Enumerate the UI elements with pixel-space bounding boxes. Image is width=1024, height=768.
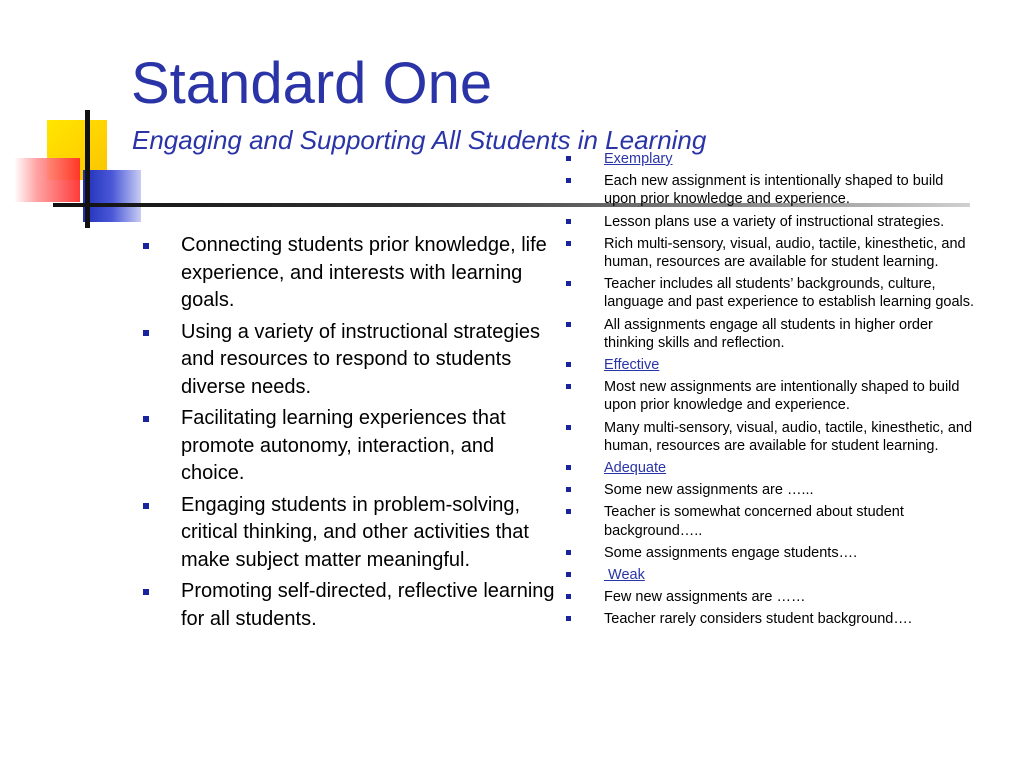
square-bullet-icon	[143, 243, 149, 249]
list-item	[140, 232, 555, 315]
list-item	[563, 544, 975, 562]
list-item	[140, 319, 555, 402]
list-item	[563, 213, 975, 231]
standard-elements-list	[140, 232, 555, 637]
list-item-text: Promoting self-directed, reflective learning for all students.	[181, 580, 555, 630]
list-item	[563, 419, 975, 455]
list-item-text: Engaging students in problem-solving, critical thinking, and other activities that make subject matter meaningful.	[181, 493, 529, 571]
square-bullet-icon	[143, 330, 149, 336]
square-bullet-icon	[566, 572, 571, 577]
slide-subtitle: Engaging and Supporting All Students in Learning	[132, 125, 707, 155]
square-bullet-icon	[566, 241, 571, 246]
decorative-blue-square	[83, 170, 141, 222]
square-bullet-icon	[566, 487, 571, 492]
square-bullet-icon	[566, 281, 571, 286]
list-item-text: Connecting students prior knowledge, life experience, and interests with learning goals.	[181, 234, 547, 311]
rubric-level-effective[interactable]	[563, 356, 975, 374]
slide-title: Standard One	[131, 51, 493, 116]
square-bullet-icon	[566, 550, 571, 555]
list-item-text: Each new assignment is intentionally shaped to build upon prior knowledge and experience.	[604, 173, 944, 208]
list-item-text: Teacher rarely considers student background….	[604, 611, 912, 628]
list-item	[563, 172, 975, 208]
list-item-text: Teacher is somewhat concerned about student background…..	[604, 504, 904, 539]
square-bullet-icon	[566, 362, 571, 367]
square-bullet-icon	[566, 465, 571, 470]
effective-link[interactable]: Effective	[604, 357, 660, 374]
list-item-text: Using a variety of instructional strategies and resources to respond to students diverse needs.	[181, 320, 541, 398]
list-item-text: Rich multi-sensory, visual, audio, tactile, kinesthetic, and human, resources are available for student learning.	[604, 235, 966, 271]
list-item-text: Some assignments engage students….	[604, 544, 858, 561]
square-bullet-icon	[143, 503, 149, 509]
list-item-text: Lesson plans use a variety of instructional strategies.	[604, 213, 945, 230]
list-item-text: Facilitating learning experiences that promote autonomy, interaction, and choice.	[181, 407, 506, 484]
rubric-level-weak[interactable]	[563, 566, 975, 584]
list-item	[563, 588, 975, 606]
rubric-list	[563, 150, 975, 633]
exemplary-link[interactable]: Exemplary	[604, 151, 673, 167]
weak-link[interactable]: Weak	[604, 567, 645, 584]
square-bullet-icon	[566, 616, 571, 621]
list-item	[140, 405, 555, 488]
square-bullet-icon	[566, 425, 571, 430]
list-item-text: Teacher includes all students’ backgrounds, culture, language and past experience to establish learning goals.	[604, 276, 975, 311]
square-bullet-icon	[566, 156, 571, 161]
square-bullet-icon	[566, 509, 571, 514]
square-bullet-icon	[566, 322, 571, 327]
decorative-red-square	[14, 158, 80, 202]
list-item	[563, 316, 975, 352]
rubric-level-exemplary[interactable]	[563, 150, 975, 168]
adequate-link[interactable]: Adequate	[604, 460, 667, 477]
decorative-vertical-line	[85, 110, 90, 228]
square-bullet-icon	[143, 416, 149, 422]
list-item	[563, 378, 975, 414]
square-bullet-icon	[143, 589, 149, 595]
list-item-text: Few new assignments are ……	[604, 589, 806, 606]
list-item	[140, 492, 555, 575]
square-bullet-icon	[566, 219, 571, 224]
list-item	[563, 275, 975, 311]
list-item	[140, 578, 555, 633]
rubric-level-adequate[interactable]	[563, 459, 975, 477]
square-bullet-icon	[566, 384, 571, 389]
list-item-text: All assignments engage all students in higher order thinking skills and reflection.	[604, 316, 933, 351]
list-item	[563, 503, 975, 539]
list-item	[563, 481, 975, 499]
square-bullet-icon	[566, 178, 571, 183]
list-item-text: Many multi-sensory, visual, audio, tactile, kinesthetic, and human, resources are available for student learning.	[604, 419, 973, 454]
list-item-text: Some new assignments are …...	[604, 482, 814, 499]
list-item-text: Most new assignments are intentionally shaped to build upon prior knowledge and experience.	[604, 379, 960, 414]
square-bullet-icon	[566, 594, 571, 599]
list-item	[563, 610, 975, 628]
list-item	[563, 235, 975, 271]
